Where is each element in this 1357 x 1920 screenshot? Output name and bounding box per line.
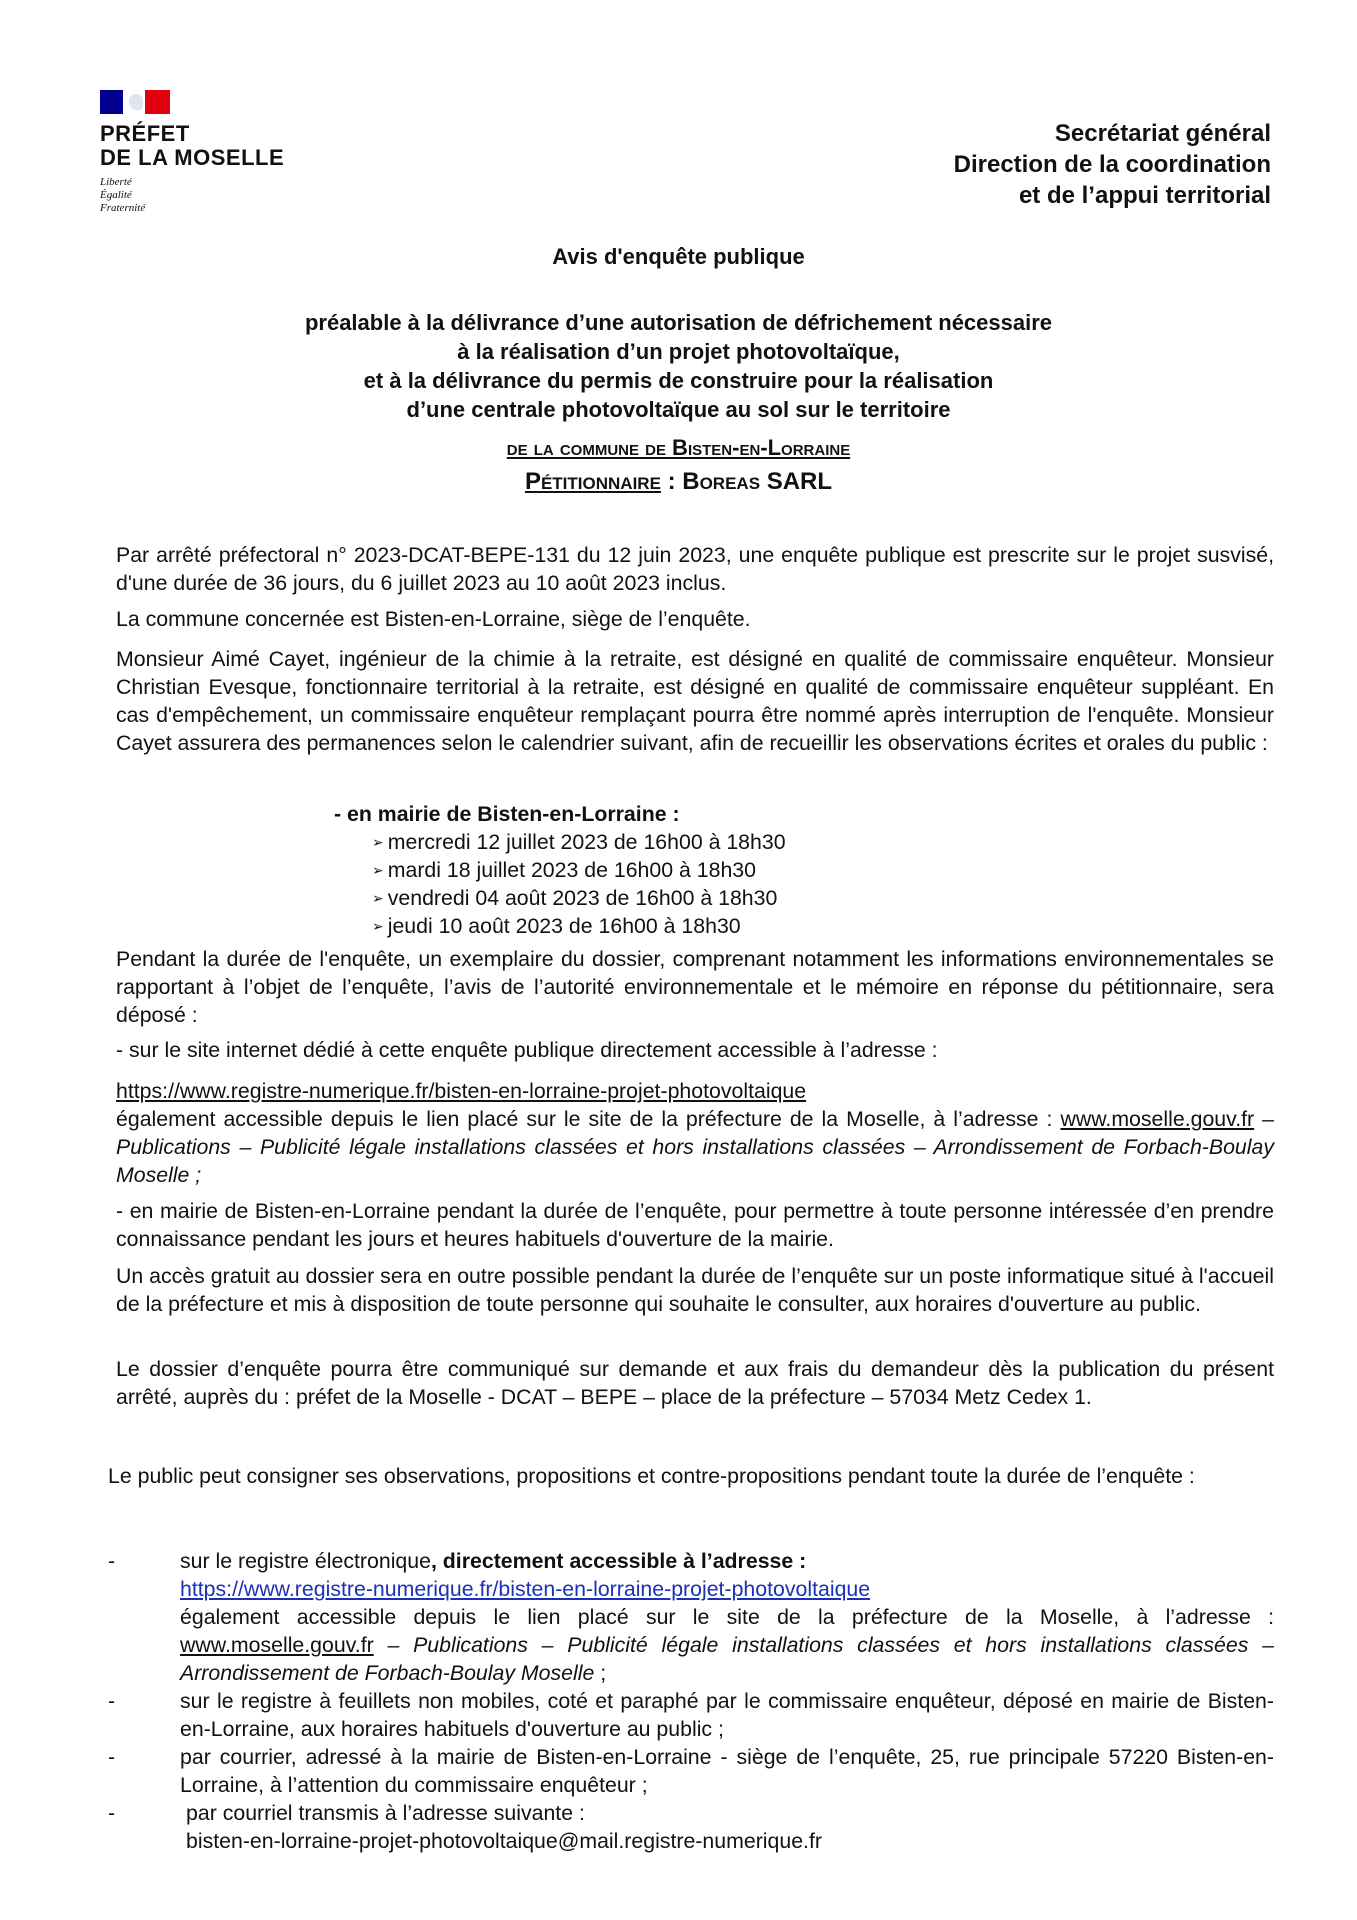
document-subject: [120, 308, 1237, 424]
modalite-italic: – Publications – Publicité légale installations classées et hors installations classées – Arrondissement de Forbach-Boulay Moselle: [180, 1633, 1274, 1685]
subject-line4: d’une centrale photovoltaïque au sol sur le territoire: [406, 397, 951, 422]
subject-line3: et à la délivrance du permis de construire pour la réalisation: [363, 368, 994, 393]
list-dash: -: [108, 1689, 116, 1713]
subject-line1: préalable à la délivrance d’une autorisation de défrichement nécessaire: [304, 310, 1053, 335]
permanences-head: - en mairie de Bisten-en-Lorraine :: [334, 802, 680, 826]
prefet-line2: DE LA MOSELLE: [100, 145, 285, 170]
devise: [100, 176, 360, 215]
permanences: [334, 800, 786, 940]
modalite-registre-papier: [108, 1687, 1274, 1743]
modalite-text: sur le registre à feuillets non mobiles, coté et paraphé par le commissaire enquêteur, déposé en mairie de Bisten-en-Lorraine, aux horaires habituels d'ouverture au public ;: [180, 1689, 1274, 1741]
commune-title: de la commune de Bisten-en-Lorraine: [506, 435, 851, 460]
moselle-link[interactable]: www.moselle.gouv.fr: [1060, 1107, 1255, 1131]
prefet-line1: PRÉFET: [100, 121, 190, 146]
paragraph-commune: La commune concernée est Bisten-en-Lorraine, siège de l’enquête.: [116, 607, 751, 631]
modalite-text: sur le registre électronique: [180, 1549, 431, 1573]
courriel-address[interactable]: bisten-en-lorraine-projet-photovoltaique@mail.registre-numerique.fr: [186, 1829, 822, 1853]
paragraph-dossier: Pendant la durée de l'enquête, un exemplaire du dossier, comprenant notamment les informations environnementales se rapportant à l’objet de l’enquête, l’avis de l’autorité environnementale et le mémoire en réponse du pétitionnaire, sera déposé :: [116, 947, 1274, 1027]
marianne-flag-icon: [100, 90, 170, 114]
modalite-text: par courriel transmis à l’adresse suivante :: [186, 1801, 585, 1825]
modalite-text: par courrier, adressé à la mairie de Bisten-en-Lorraine - siège de l’enquête, 25, rue principale 57220 Bisten-en-Lorraine, à l’attention du commissaire enquêteur ;: [180, 1745, 1274, 1797]
permanence-item: ➢ mercredi 12 juillet 2023 de 16h00 à 18h30: [372, 828, 786, 856]
moselle-text: également accessible depuis le lien placé sur le site de la préfecture de la Moselle, à l’adresse :: [116, 1107, 1053, 1131]
service-header: [954, 118, 1271, 211]
paragraph-communication: Le dossier d’enquête pourra être communiqué sur demande et aux frais du demandeur dès la publication du présent arrêté, auprès du : préfet de la Moselle - DCAT – BEPE – place de la préfecture – 57034 Metz Cedex 1.: [116, 1357, 1274, 1409]
petitionnaire-value: Boreas SARL: [682, 468, 833, 495]
petitionnaire-label: Pétitionnaire: [524, 468, 661, 495]
paragraph-commissaire: Monsieur Aimé Cayet, ingénieur de la chimie à la retraite, est désigné en qualité de commissaire enquêteur. Monsieur Christian Evesque, fonctionnaire territorial à la retraite, est désigné en qualité de commissaire enquêteur suppléant. En cas d'empêchement, un commissaire enquêteur remplaçant pourra être nommé après interruption de l'enquête. Monsieur Cayet assurera des permanences selon le calendrier suivant, afin de recueillir les observations écrites et orales du public :: [116, 647, 1274, 755]
modalite-text: également accessible depuis le lien placé sur le site de la préfecture de la Moselle, à l’adresse :: [180, 1605, 1274, 1629]
subject-line2: à la réalisation d’un projet photovoltaïque,: [457, 339, 900, 364]
moselle-link-2[interactable]: www.moselle.gouv.fr: [180, 1633, 374, 1657]
list-dash: -: [108, 1745, 116, 1769]
permanence-item: ➢ mardi 18 juillet 2023 de 16h00 à 18h30: [372, 856, 786, 884]
modalites-list: [108, 1547, 1274, 1855]
list-dash: -: [108, 1549, 116, 1573]
paragraph-url: [116, 1077, 1274, 1105]
paragraph-moselle: [116, 1105, 1274, 1189]
petitionnaire: [120, 468, 1237, 496]
modalite-text: , directement accessible à l’adresse :: [430, 1549, 807, 1573]
devise-egalite: Égalité: [100, 189, 132, 201]
document-title: Avis d'enquête publique: [552, 244, 805, 269]
modalite-courrier: [108, 1743, 1274, 1799]
service-line1: Secrétariat général: [1054, 120, 1271, 147]
registre-link[interactable]: https://www.registre-numerique.fr/bisten-en-lorraine-projet-photovoltaique: [116, 1079, 807, 1103]
devise-liberte: Liberté: [100, 176, 132, 188]
modalite-courriel: [108, 1799, 1274, 1855]
modalite-registre-electronique: [108, 1547, 1274, 1687]
paragraph-mairie: - en mairie de Bisten-en-Lorraine pendant la durée de l’enquête, pour permettre à toute personne intéressée d’en prendre connaissance pendant les jours et heures habituels d'ouverture de la mairie.: [116, 1199, 1274, 1251]
service-line2: Direction de la coordination: [953, 151, 1271, 178]
modalite-end: ;: [594, 1661, 607, 1685]
moselle-italic: – Publications – Publicité légale installations classées et hors installations classées – Arrondissement de Forbach-Boulay Moselle ;: [116, 1107, 1275, 1187]
prefet-logo: [100, 90, 360, 215]
permanence-item: ➢ vendredi 04 août 2023 de 16h00 à 18h30: [372, 884, 786, 912]
list-dash: -: [108, 1801, 116, 1825]
registre-link-2[interactable]: https://www.registre-numerique.fr/bisten-en-lorraine-projet-photovoltaique: [180, 1577, 871, 1601]
permanences-list: [334, 828, 786, 940]
paragraph-site: - sur le site internet dédié à cette enquête publique directement accessible à l’adresse :: [116, 1038, 938, 1062]
petitionnaire-sep: :: [660, 468, 683, 495]
paragraph-arrete: Par arrêté préfectoral n° 2023-DCAT-BEPE-131 du 12 juin 2023, une enquête publique est prescrite sur le projet susvisé, d'une durée de 36 jours, du 6 juillet 2023 au 10 août 2023 inclus.: [116, 543, 1274, 595]
permanence-item: ➢ jeudi 10 août 2023 de 16h00 à 18h30: [372, 912, 786, 940]
service-line3: et de l’appui territorial: [1018, 182, 1271, 209]
devise-fraternite: Fraternité: [100, 202, 146, 214]
paragraph-public: Le public peut consigner ses observations, propositions et contre-propositions pendant toute la durée de l’enquête :: [108, 1464, 1195, 1488]
paragraph-acces: Un accès gratuit au dossier sera en outre possible pendant la durée de l’enquête sur un poste informatique situé à l'accueil de la préfecture et mis à disposition de toute personne qui souhaite le consulter, aux horaires d'ouverture au public.: [116, 1264, 1274, 1316]
